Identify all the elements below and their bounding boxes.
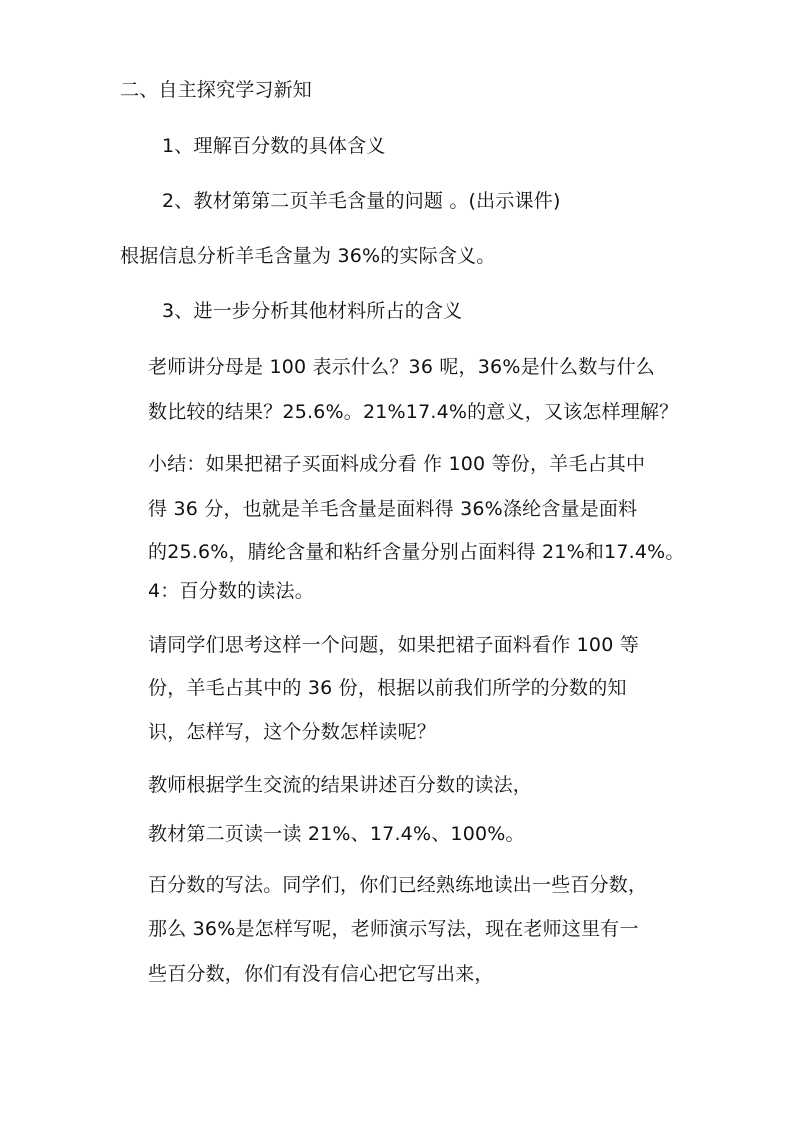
paragraph-line: 那么 36%是怎样写呢，老师演示写法，现在老师这里有一 [148, 918, 639, 940]
summary-line: 得 36 分，也就是羊毛含量是面料得 36%涤纶含量是面料 [148, 498, 638, 520]
paragraph-line: 老师讲分母是 100 表示什么？36 呢，36%是什么数与什么 [148, 356, 655, 378]
paragraph-line: 请同学们思考这样一个问题，如果把裙子面料看作 100 等 [148, 634, 639, 656]
item-1: 1、理解百分数的具体含义 [162, 135, 386, 157]
paragraph-line: 些百分数，你们有没有信心把它写出来， [148, 963, 494, 985]
item-2: 2、教材第第二页羊毛含量的问题 。(出示课件) [162, 190, 561, 212]
summary-line: 的25.6%，腈纶含量和粘纤含量分别占面料得 21%和17.4%。 [148, 541, 685, 563]
paragraph-line: 份，羊毛占其中的 36 份，根据以前我们所学的分数的知 [148, 677, 627, 699]
summary-line: 小结：如果把裙子买面料成分看 作 100 等份，羊毛占其中 [148, 453, 646, 475]
paragraph-line: 教师根据学生交流的结果讲述百分数的读法， [148, 774, 533, 796]
paragraph-line: 教材第二页读一读 21%、17.4%、100%。 [148, 823, 525, 845]
item-3: 3、进一步分析其他材料所占的含义 [162, 300, 463, 322]
paragraph-line: 数比较的结果？25.6%。21%17.4%的意义，又该怎样理解？ [148, 401, 679, 423]
item-4: 4：百分数的读法。 [148, 580, 314, 602]
paragraph-line: 识，怎样写，这个分数怎样读呢？ [148, 721, 437, 743]
section-heading: 二、自主探究学习新知 [120, 79, 313, 101]
paragraph-line: 根据信息分析羊毛含量为 36%的实际含义。 [120, 245, 496, 267]
paragraph-line: 百分数的写法。同学们，你们已经熟练地读出一些百分数， [148, 874, 648, 896]
